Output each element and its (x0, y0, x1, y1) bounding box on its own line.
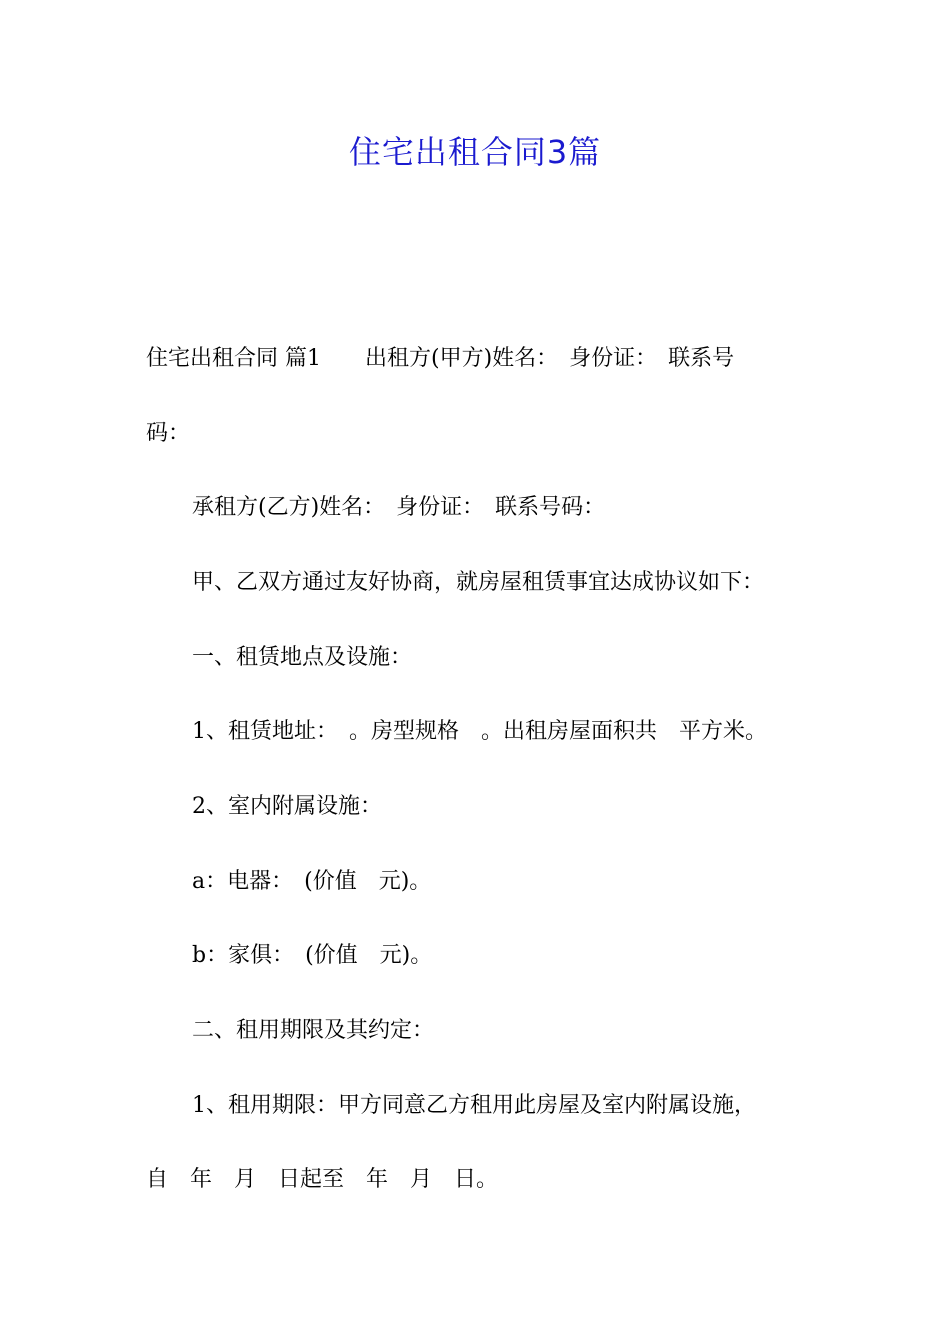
paragraph-line-4: 甲、乙双方通过友好协商，就房屋租赁事宜达成协议如下： (192, 570, 765, 595)
paragraph-line-12: 自 年 月 日起至 年 月 日。 (146, 1167, 499, 1192)
section-heading-2: 二、租用期限及其约定： (192, 1018, 435, 1043)
paragraph-line-6: 1、租赁地址： 。房型规格 。出租房屋面积共 平方米。 (192, 719, 767, 744)
paragraph-line-1: 住宅出租合同 篇1 出租方(甲方)姓名： 身份证： 联系号 (146, 346, 735, 371)
paragraph-line-7: 2、室内附属设施： (192, 794, 382, 819)
paragraph-line-9: b：家俱： (价值 元)。 (192, 943, 433, 968)
paragraph-line-3: 承租方(乙方)姓名： 身份证： 联系号码： (192, 495, 606, 520)
section-heading-1: 一、租赁地点及设施： (192, 645, 413, 670)
paragraph-line-8: a：电器： (价值 元)。 (192, 869, 432, 894)
paragraph-line-11: 1、租用期限：甲方同意乙方租用此房屋及室内附属设施， (192, 1093, 756, 1118)
document-title: 住宅出租合同3篇 (348, 133, 602, 171)
paragraph-line-2: 码： (146, 421, 191, 446)
